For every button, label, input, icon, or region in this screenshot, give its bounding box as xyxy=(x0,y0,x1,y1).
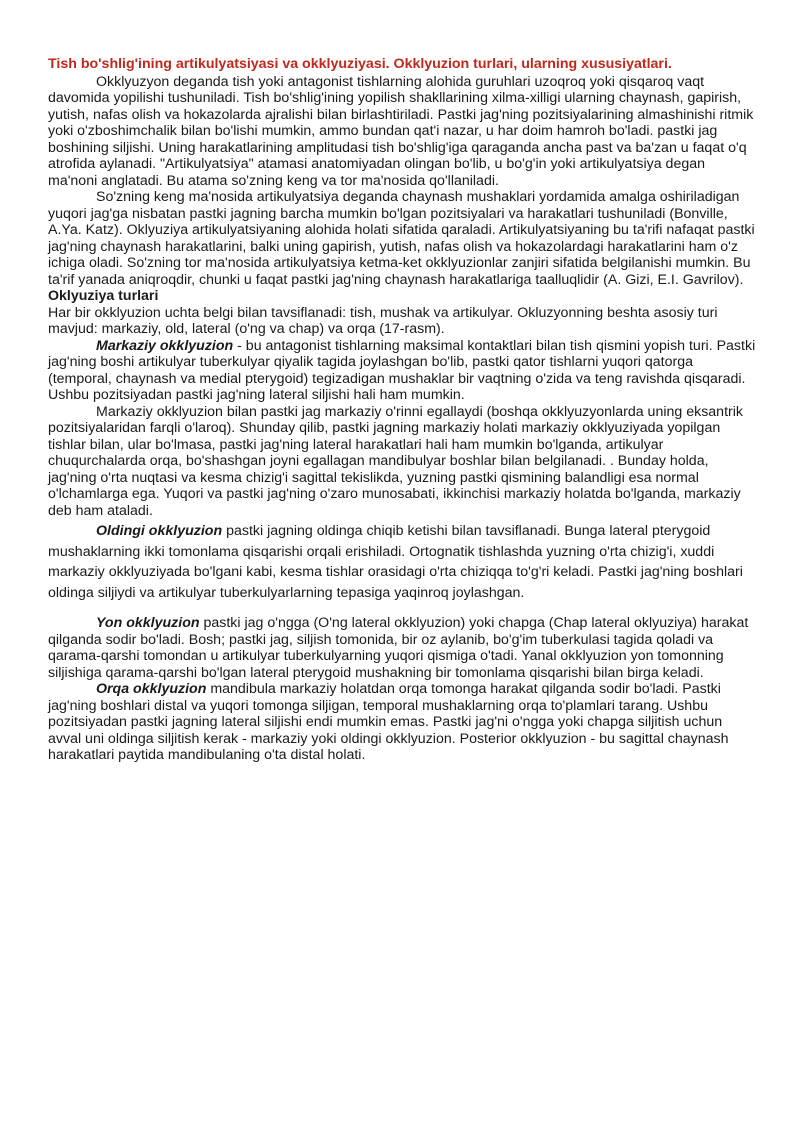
paragraph-posterior-occlusion xyxy=(48,681,758,764)
paragraph-anterior-occlusion xyxy=(48,521,758,603)
text-posterior-occlusion: mandibula markaziy holatdan orqa tomonga harakat qilganda sodir bo'ladi. Pastki jag'ning boshlari distal va yuqori tomonga siljigan, temporal mushaklarning orqa to'plamlari tarang. Ushbu pozitsiyadan pastki jagning lateral siljishi endi mumkin emas. Pastki jag'ni o'ngga yoki chapga siljitish uchun avval uni oldinga siljitish kerak - markaziy yoki oldingi okklyuzion. Posterior okklyuzion - bu sagittal chaynash harakatlari paytida mandibulaning o'ta distal holati. xyxy=(48,681,729,763)
term-central-occlusion: Markaziy okklyuzion xyxy=(96,337,234,354)
term-anterior-occlusion: Oldingi okklyuzion xyxy=(96,523,223,539)
document-page xyxy=(48,56,758,764)
term-posterior-occlusion: Orqa okklyuzion xyxy=(96,681,207,697)
paragraph-occlusion-types-intro: Har bir okklyuzion uchta belgi bilan tavsiflanadi: tish, mushak va artikulyar. Okluzyonning beshta asosiy turi mavjud: markaziy, old, lateral (o'ng va chap) va orqa (17-rasm). xyxy=(48,304,718,337)
text-lateral-occlusion: pastki jag o'ngga (O'ng lateral okklyuzion) yoki chapga (Chap lateral oklyuziya) harakat qilganda sodir bo'ladi. Bosh; pastki jag, siljish tomonida, bir oz aylanib, bo'g'im tuberkulasi tagida qoladi va qarama-qarshi tomondan u artikulyar tuberkulyarning yuqori qismiga o'tadi. Yanal okklyuzion yon tomonning siljishiga qarama-qarshi bo'lgan lateral pterygoid mushakning bir tomonlama qisqarishi bilan birga keladi. xyxy=(48,615,749,681)
document-title: Tish bo'shlig'ining artikulyatsiyasi va okklyuziyasi. Okklyuzion turlari, ularning xususiyatlari. xyxy=(48,56,672,72)
text-central-occlusion: - bu antagonist tishlarning maksimal kontaktlari bilan tish qismini yopish turi. Pastki jag'ning boshi artikulyar tuberkulyar qiyalik tagida joylashgan bo'lib, pastki qator tishlarni yuqori qatorga (temporal, chaynash va medial pterygoid) tegizadigan mushaklar bir vaqtning o'zida va teng ravishda qisqaradi. Ushbu pozitsiyadan pastki jag'ning lateral siljishi hali ham mumkin. xyxy=(48,337,756,403)
term-lateral-occlusion: Yon okklyuzion xyxy=(96,615,200,631)
paragraph-lateral-occlusion xyxy=(48,615,758,681)
paragraph-articulation-definition: So'zning keng ma'nosida artikulyatsiya deganda chaynash mushaklari yordamida amalga oshiriladigan yuqori jag'ga nisbatan pastki jagning barcha mumkin bo'lgan pozitsiyalari va harakatlari tushuniladi (Bonville, A.Ya. Katz). Oklyuziya artikulyatsiyaning alohida holati sifatida qaraladi. Artikulyatsiyaning bu ta'rifi nafaqat pastki jag'ning chaynash harakatlarini, balki uning gapirish, yutish, nafas olish va hokazolardagi harakatlarini ham o'z ichiga oladi. So'zning tor ma'nosida artikulyatsiya ketma-ket okklyuzionlar zanjiri sifatida belgilanishi mumkin. Bu ta'rif yanada aniqroqdir, chunki u faqat pastki jag'ning chaynash harakatlariga taalluqlidir (A. Gizi, E.I. Gavrilov). xyxy=(48,189,755,288)
paragraph-occlusion-definition: Okklyuzyon deganda tish yoki antagonist tishlarning alohida guruhlari uzoqroq yoki qisqaroq vaqt davomida yopilishi tushuniladi. Tish bo'shlig'ining yopilish shakllarining xilma-xilligi ularning chaynash, gapirish, yutish, nafas olish va hokazolarda ajralishi bilan birlashtiriladi. Pastki jag'ning pozitsiyalarining almashinishi ritmik yoki o'zboshimchalik bilan bo'lishi mumkin, ammo bundan qat'i nazar, u har doim hamroh bo'ladi. pastki jag boshining siljishi. Uning harakatlarining amplitudasi tish bo'shlig'iga qaraganda ancha past va ba'zan u faqat o'q atrofida aylanadi. "Artikulyatsiya" atamasi anatomiyadan olingan bo'lib, u bo'g'in yoki artikulyatsiya degan ma'noni anglatadi. Bu atama so'zning keng va tor ma'nosida qo'llaniladi. xyxy=(48,73,754,189)
section-heading-occlusion-types: Oklyuziya turlari xyxy=(48,288,159,304)
paragraph-central-occlusion xyxy=(48,338,758,404)
paragraph-central-position: Markaziy okklyuzion bilan pastki jag markaziy o'rinni egallaydi (boshqa okklyuzyonlarda uning eksantrik pozitsiyalaridan farqli o'laroq). Shunday qilib, pastki jagning markaziy holati markaziy okklyuziyada yopilgan tishlar bilan, ular bo'lmasa, pastki jag'ning lateral harakatlari hali ham mumkin bo'lganda, artikulyar chuqurchalarda orqa, bo'shashgan joyni egallagan mandibulyar boshlar bilan belgilanadi. . Bunday holda, jag'ning o'rta nuqtasi va kesma chizig'i sagittal tekislikda, yuzning pastki qismining balandligi esa normal o'lchamlarga ega. Yuqori va pastki jag'ning o'zaro munosabati, ikkinchisi markaziy holatda bo'lganda, markaziy deb ham ataladi. xyxy=(48,403,743,519)
text-anterior-occlusion: pastki jagning oldinga chiqib ketishi bilan tavsiflanadi. Bunga lateral pterygoid mushaklarning ikki tomonlama qisqarishi orqali erishiladi. Ortognatik tishlashda yuzning o'rta chizig'i, xuddi markaziy okklyuziyada bo'lgani kabi, kesma tishlar orasidagi o'rta chiziqqa to'g'ri keladi. Pastki jag'ning boshlari oldinga siljiydi va artikulyar tuberkulyarlarning tepasiga yaqinroq joylashgan. xyxy=(48,523,743,601)
